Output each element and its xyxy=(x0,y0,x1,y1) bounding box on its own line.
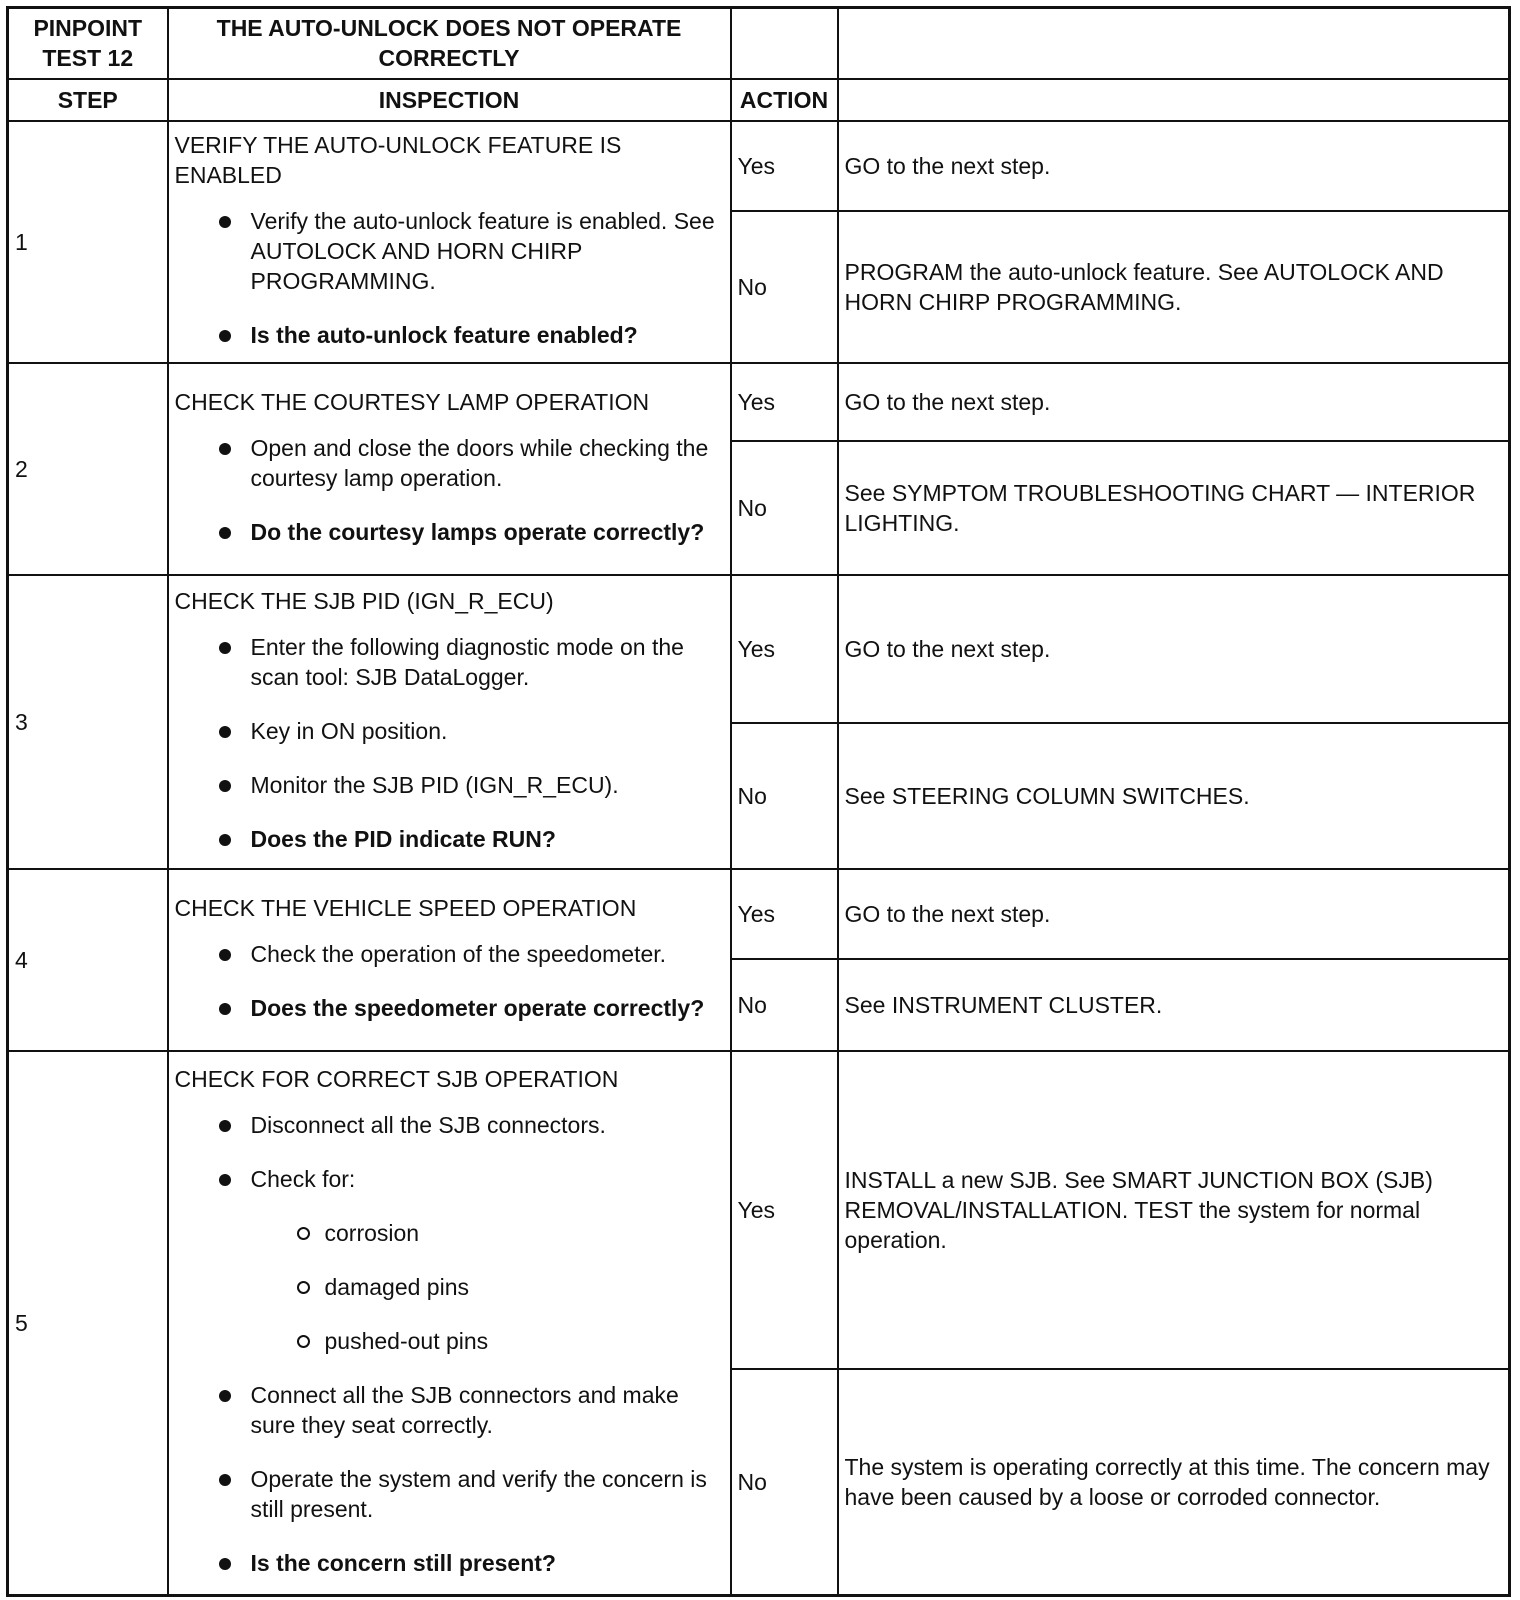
result-yes: GO to the next step. xyxy=(838,363,1510,441)
action-yes: Yes xyxy=(731,575,838,723)
inspection-question: Do the courtesy lamps operate correctly? xyxy=(175,517,724,547)
action-yes: Yes xyxy=(731,121,838,211)
step-number: 4 xyxy=(8,869,168,1051)
step-3-inspection xyxy=(168,575,731,869)
action-yes: Yes xyxy=(731,363,838,441)
step-title: CHECK THE COURTESY LAMP OPERATION xyxy=(174,388,650,415)
inspection-list xyxy=(175,433,724,547)
inspection-bullet: Key in ON position. xyxy=(175,716,724,746)
inspection-question: Does the speedometer operate correctly? xyxy=(175,993,724,1023)
table-title-row xyxy=(8,8,1510,79)
step-4-yes-row xyxy=(8,869,1510,959)
result-no: See STEERING COLUMN SWITCHES. xyxy=(838,723,1510,869)
result-no: See SYMPTOM TROUBLESHOOTING CHART — INTERIOR LIGHTING. xyxy=(838,441,1510,575)
step-title: CHECK FOR CORRECT SJB OPERATION xyxy=(174,1065,619,1092)
result-no: The system is operating correctly at this time. The concern may have been caused by a loose or corroded connector. xyxy=(838,1369,1510,1596)
action-yes: Yes xyxy=(731,1051,838,1369)
pinpoint-test-table xyxy=(6,6,1511,1597)
action-no: No xyxy=(731,211,838,363)
column-header-row xyxy=(8,79,1510,121)
empty-header-cell xyxy=(838,79,1510,121)
inspection-bullet: Open and close the doors while checking the courtesy lamp operation. xyxy=(175,433,724,493)
empty-header-cell xyxy=(731,8,838,79)
step-3-yes-row xyxy=(8,575,1510,723)
action-no: No xyxy=(731,959,838,1051)
column-header-inspection: INSPECTION xyxy=(168,79,731,121)
inspection-list xyxy=(175,206,724,350)
inspection-list xyxy=(175,1110,724,1578)
step-number: 3 xyxy=(8,575,168,869)
step-2-yes-row xyxy=(8,363,1510,441)
step-title: VERIFY THE AUTO-UNLOCK FEATURE IS ENABLED xyxy=(174,131,622,188)
step-number: 1 xyxy=(8,121,168,363)
result-yes: GO to the next step. xyxy=(838,575,1510,723)
step-title: CHECK THE SJB PID (IGN_R_ECU) xyxy=(174,587,554,614)
column-header-step: STEP xyxy=(8,79,168,121)
column-header-action: ACTION xyxy=(731,79,838,121)
step-1-inspection xyxy=(168,121,731,363)
inspection-bullet-check xyxy=(175,1164,724,1356)
step-1-yes-row xyxy=(8,121,1510,211)
inspection-question: Does the PID indicate RUN? xyxy=(175,824,724,854)
inspection-bullet: Operate the system and verify the concern is still present. xyxy=(175,1464,724,1524)
inspection-bullet: Check the operation of the speedometer. xyxy=(175,939,724,969)
step-number: 5 xyxy=(8,1051,168,1596)
result-no: See INSTRUMENT CLUSTER. xyxy=(838,959,1510,1051)
pinpoint-test-title: THE AUTO-UNLOCK DOES NOT OPERATE CORRECTLY xyxy=(168,8,731,79)
action-no: No xyxy=(731,1369,838,1596)
inspection-bullet: Connect all the SJB connectors and make sure they seat correctly. xyxy=(175,1380,724,1440)
action-no: No xyxy=(731,441,838,575)
step-title: CHECK THE VEHICLE SPEED OPERATION xyxy=(174,894,637,921)
inspection-bullet: Verify the auto-unlock feature is enabled. See AUTOLOCK AND HORN CHIRP PROGRAMMING. xyxy=(175,206,724,296)
result-yes: GO to the next step. xyxy=(838,121,1510,211)
inspection-bullet: Monitor the SJB PID (IGN_R_ECU). xyxy=(175,770,724,800)
result-yes: INSTALL a new SJB. See SMART JUNCTION BOX (SJB) REMOVAL/INSTALLATION. TEST the system for normal operation. xyxy=(838,1051,1510,1369)
step-number: 2 xyxy=(8,363,168,575)
check-item: corrosion xyxy=(251,1218,724,1248)
check-item: damaged pins xyxy=(251,1272,724,1302)
check-sublist xyxy=(251,1218,724,1356)
result-no: PROGRAM the auto-unlock feature. See AUTOLOCK AND HORN CHIRP PROGRAMMING. xyxy=(838,211,1510,363)
inspection-bullet-text: Check for: xyxy=(250,1165,356,1192)
check-item: pushed-out pins xyxy=(251,1326,724,1356)
empty-header-cell xyxy=(838,8,1510,79)
step-2-inspection xyxy=(168,363,731,575)
action-yes: Yes xyxy=(731,869,838,959)
inspection-bullet: Disconnect all the SJB connectors. xyxy=(175,1110,724,1140)
step-5-inspection xyxy=(168,1051,731,1596)
pinpoint-test-label: PINPOINT TEST 12 xyxy=(8,8,168,79)
inspection-list xyxy=(175,632,724,854)
inspection-question: Is the auto-unlock feature enabled? xyxy=(175,320,724,350)
action-no: No xyxy=(731,723,838,869)
step-5-yes-row xyxy=(8,1051,1510,1369)
inspection-bullet: Enter the following diagnostic mode on the scan tool: SJB DataLogger. xyxy=(175,632,724,692)
inspection-question: Is the concern still present? xyxy=(175,1548,724,1578)
result-yes: GO to the next step. xyxy=(838,869,1510,959)
step-4-inspection xyxy=(168,869,731,1051)
inspection-list xyxy=(175,939,724,1023)
